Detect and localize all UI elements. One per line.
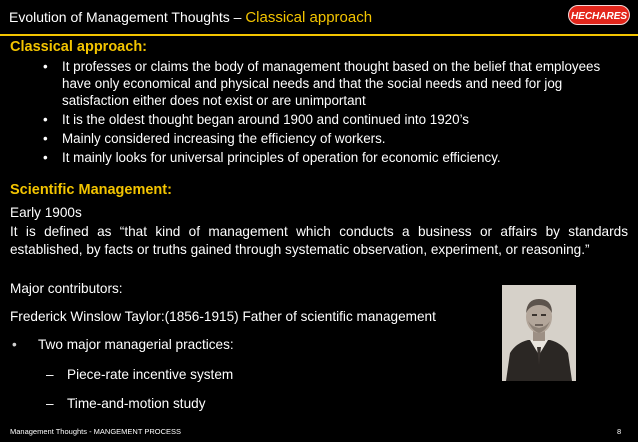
practice-bullet-icon: • — [12, 337, 17, 352]
title-prefix: Evolution of Management Thoughts – — [9, 9, 246, 25]
bullet-icon: • — [43, 112, 48, 127]
bullet-icon: • — [43, 59, 48, 74]
footer-title: Management Thoughts - MANGEMENT PROCESS — [10, 427, 182, 436]
slide-title — [9, 9, 372, 26]
era-text: Early 1900s — [10, 205, 82, 220]
classical-heading: Classical approach: — [10, 39, 147, 55]
practice-item: Time-and-motion study — [67, 396, 206, 411]
classical-section — [10, 38, 630, 168]
practices-intro: Two major managerial practices: — [38, 337, 234, 352]
title-accent: Classical approach — [245, 9, 373, 26]
bullet-text: It professes or claims the body of management thought based on the belief that employees have only economical and physical needs and that the social needs and need for jog satisfaction either does not exist or are unimportant — [62, 59, 601, 108]
bullet-item — [10, 58, 630, 109]
definition-text: It is defined as “that kind of management which conducts a business or affairs by standards established, by facts or truths gained through systematic observation, experiment, or reasoning.” — [10, 224, 628, 257]
taylor-portrait-photo — [502, 285, 576, 381]
hechares-logo — [568, 5, 630, 25]
contributors-label: Major contributors: — [10, 281, 123, 296]
scientific-heading: Scientific Management: — [10, 182, 172, 198]
logo-text: HECHARES — [570, 11, 628, 22]
title-bar — [0, 0, 638, 36]
bullet-item — [10, 111, 630, 128]
bullet-text: Mainly considered increasing the efficiency of workers. — [62, 131, 386, 146]
bullet-item — [10, 130, 630, 147]
page-number: 8 — [617, 427, 622, 436]
contributor-text: Frederick Winslow Taylor:(1856-1915) Father of scientific management — [10, 309, 436, 324]
classical-bullet-list — [10, 58, 630, 166]
bullet-text: It is the oldest thought began around 1900 and continued into 1920’s — [62, 112, 470, 127]
practice-item: Piece-rate incentive system — [67, 367, 234, 382]
dash-icon: – — [46, 367, 54, 382]
bullet-icon: • — [43, 131, 48, 146]
dash-icon: – — [46, 396, 54, 411]
bullet-item — [10, 149, 630, 166]
bullet-text: It mainly looks for universal principles of operation for economic efficiency. — [62, 150, 501, 165]
bullet-icon: • — [43, 150, 48, 165]
